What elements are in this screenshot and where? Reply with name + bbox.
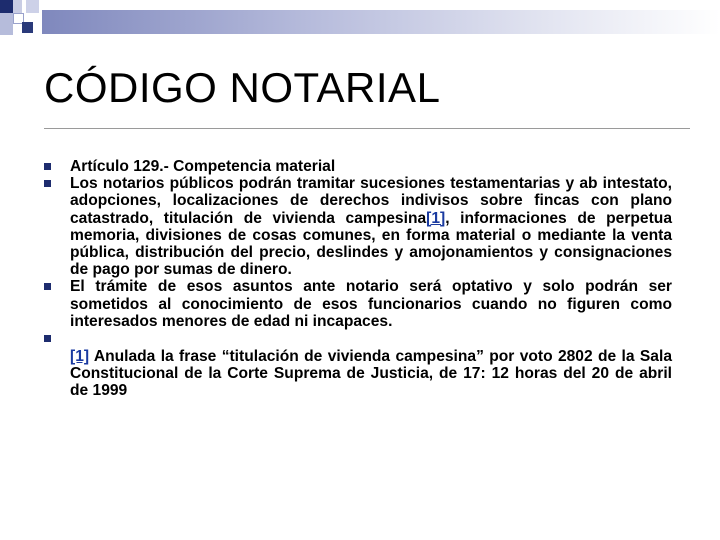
header-gradient-bar [42, 10, 720, 34]
square-bullet-icon [44, 163, 51, 170]
bullet-text: Artículo 129.- Competencia material [70, 158, 336, 175]
bullet-text: Los notarios públicos podrán tramitar sucesiones testamentarias y ab intestato, adopciones, localizaciones de derechos indivisos sobre fincas con plano catastrado, titulación de vivienda campesina [70, 175, 672, 227]
bullet-list [44, 158, 672, 400]
square-bullet-icon [44, 180, 51, 187]
slide-title: CÓDIGO NOTARIAL [44, 64, 441, 111]
spacer [70, 330, 672, 348]
bullet-text: , informaciones de perpetua memoria, divisiones de cosas comunes, en forma material o mediante la venta pública, distribución del precio, deslindes y amojonamientos y consignaciones de pago por sumas de dinero. [70, 209, 672, 279]
decor-square [22, 22, 33, 33]
square-bullet-icon [44, 283, 51, 290]
decor-square [0, 13, 13, 35]
bullet-item [44, 175, 672, 278]
decor-square [26, 0, 39, 13]
bullet-item [44, 278, 672, 330]
title-divider [44, 128, 690, 129]
footnote-link[interactable]: [1] [426, 209, 446, 227]
footnote-text: Anulada la frase “titulación de vivienda campesina” por voto 2802 de la Sala Constitucional de la Corte Suprema de Justicia, de 17: 12 horas del 20 de abril de 1999 [70, 348, 672, 400]
bullet-text: El trámite de esos asuntos ante notario será optativo y solo podrán ser sometidos al conocimiento de esos funcionarios cuando no figuren como interesados menores de edad ni incapaces. [70, 278, 672, 330]
footnote-link[interactable]: [1] [70, 348, 90, 366]
square-bullet-icon [44, 335, 51, 342]
bullet-item [44, 158, 672, 175]
footnote-item [44, 330, 672, 400]
decor-square [0, 0, 13, 13]
